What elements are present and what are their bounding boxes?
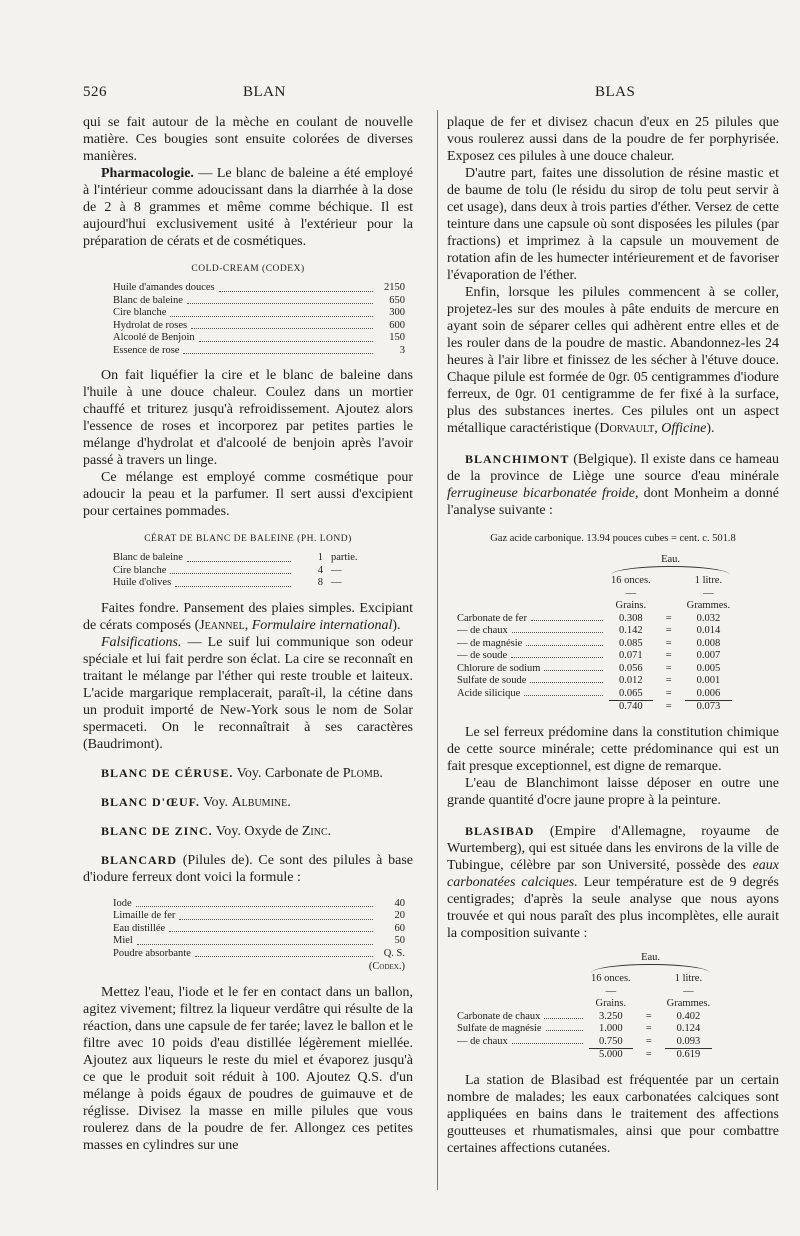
paragraph: D'autre part, faites une dissolution de résine mastic et de baume de tolu (le résidu du sirop de tolu peut servir à cet usage), dans deux à trois parties d'éther. Versez de cette teinture dans une capsule où sont disposées les pilules (par fractions) et imprimez à la capsule un mouvement de rotation afin de les humecter intérieurement et de favoriser l'évaporation de l'éther. <box>447 166 779 283</box>
substance-label: — de chaux <box>457 625 508 636</box>
paragraph: La station de Blasibad est fréquentée par un certain nombre de malades; les eaux carbonatées calciques sont appliquées en bains dans le traitement des affections goutteuses et rhumatismales, ainsi que pour combattre certaines affections cutanées. <box>447 1072 779 1156</box>
equals-sign: = <box>665 637 672 649</box>
leader-dots <box>512 632 603 633</box>
ingredient-name: Cire blanche <box>113 564 167 576</box>
equals-sign: = <box>645 1035 652 1047</box>
equals-sign: = <box>665 675 672 686</box>
recipe-line <box>113 923 405 936</box>
substance-name <box>455 675 609 688</box>
value-grains: 1.000 <box>599 1023 623 1034</box>
leader-dots <box>199 332 373 342</box>
equals-sign: = <box>645 1010 652 1022</box>
ingredient-name: Eau distillée <box>113 922 166 934</box>
value-grammes: 0.008 <box>696 637 721 649</box>
value-grammes: 0.402 <box>676 1010 701 1022</box>
ingredient-quantity: 8 <box>317 577 323 588</box>
substance-label: Sulfate de magnésie <box>457 1023 542 1034</box>
ingredient-quantity: 1 <box>317 552 323 563</box>
table-row <box>455 688 732 701</box>
substance-leader <box>457 650 607 663</box>
ingredient-unit: partie. <box>331 552 358 563</box>
recipe-blancard <box>83 898 413 961</box>
substance-leader <box>457 613 607 626</box>
column-dash: — <box>703 587 714 599</box>
paragraph: Enfin, lorsque les pilules commencent à se coller, projetez-les sur des moules à pâte enduits de mercure en ayant soin de séparer celles qui adhèrent entre elles et de les rouler dans de la poudre de mastic. Abandonnez-les 24 heures à l'air libre et finissez de les sécher à l'étuve douce. Chaque pilule est formée de 0gr. 05 centigrammes d'iodure ferreux, de 0gr. 01 centigramme de fer fixé à la surface, plus des substances inertes. Ces pilules ont un aspect métallique caractéristique (Dorvault, Officine). <box>447 285 779 436</box>
value-grains: 0.065 <box>619 687 643 699</box>
substance-name <box>455 638 609 651</box>
ingredient-name: Alcoolé de Benjoin <box>113 332 195 343</box>
column-dash: — <box>683 985 694 997</box>
value-grammes: 0.124 <box>676 1023 701 1034</box>
substance-name <box>455 1023 589 1036</box>
left-column <box>83 114 413 1154</box>
leader-dots <box>183 345 373 355</box>
value-grammes: 0.032 <box>696 612 721 624</box>
table-row <box>455 1011 712 1024</box>
table-row <box>455 1036 712 1049</box>
value-grains: 0.056 <box>619 662 643 674</box>
paragraph: On fait liquéfier la cire et le blanc de baleine dans l'huile à une douce chaleur. Coulez dans un mortier chauffé et triturez jusqu'à refroidissement. Ajoutez alors l'essence de roses et incorporez par petites parties le mélange d'hydrolat et d'alcoolé de benjoin après l'avoir passé à travers un linge. <box>83 368 413 468</box>
value-grammes: 0.006 <box>696 687 721 699</box>
entry-blanchimont: BLANCHIMONT (Belgique). Il existe dans ce hameau de la province de Liège une source d'eau minérale ferrugineuse bicarbonatée froide, dont Monheim a donné l'analyse suivante : <box>447 452 779 518</box>
table-row <box>455 675 732 688</box>
ingredient-name: Miel <box>113 935 133 946</box>
leader-dots <box>219 282 373 292</box>
substance-name <box>455 1036 589 1049</box>
paragraph: qui se fait autour de la mèche en coulant de nouvelle matière. Ces bougies sont ensuite colorées de diverses manières. <box>83 115 413 164</box>
leader-dots <box>179 910 373 920</box>
paragraph: plaque de fer et divisez chacun d'eux en 25 pilules que vous roulerez aussi dans de la poudre de fer porphyrisée. Exposez ces pilules à une douce chaleur. <box>447 115 779 164</box>
paragraph: Le sel ferreux prédomine dans la constitution chimique de cette source minérale; cette prédominance qui est un fait presque exceptionnel, est digne de remarque. <box>447 724 779 774</box>
column-dash: — <box>605 985 617 997</box>
entry-blasibad: BLASIBAD (Empire d'Allemagne, royaume de Wurtemberg), qui est située dans les environs de la ville de Tubingue, célèbre par son Université, possède des eaux carbonatées calciques. Leur température est de 9 degrés centigrades; d'après la seule analyse que nous ayons trouvée et qui nous paraît des plus incomplètes, elle aurait la composition suivante : <box>447 823 779 941</box>
substance-leader <box>457 688 607 701</box>
table-group-header: Eau. <box>641 951 661 963</box>
ingredient-unit: — <box>331 564 342 576</box>
substance-name <box>455 613 609 626</box>
section-head: Falsifications. <box>101 634 182 650</box>
substance-label: Carbonate de chaux <box>457 1010 541 1022</box>
leader-dots <box>544 1018 583 1019</box>
ingredient-name: Huile d'amandes douces <box>113 282 215 293</box>
equals-sign: = <box>665 650 672 661</box>
recipe-cerat <box>83 552 413 590</box>
running-head-left: BLAN <box>243 84 286 100</box>
unit-header: Grammes. <box>686 600 731 611</box>
table-row <box>455 650 732 663</box>
recipe-line <box>113 282 405 295</box>
value-grains: 0.750 <box>599 1035 623 1047</box>
substance-name <box>455 1011 589 1024</box>
unit-header: Grammes. <box>666 998 711 1009</box>
paragraph: Faites fondre. Pansement des plaies simples. Excipiant de cérats composés (Jeannel, Formulaire international). <box>83 600 413 633</box>
leader-dots <box>546 1030 583 1031</box>
table-caption: Gaz acide carbonique. 13.94 pouces cubes = cent. c. 501.8 <box>490 533 736 544</box>
leader-dots <box>175 577 291 587</box>
ingredient-quantity: 2150 <box>384 282 405 293</box>
ingredient-quantity: 3 <box>399 344 405 356</box>
leader-dots <box>544 670 603 671</box>
paragraph-falsifications: Falsifications. — Le suif lui communique son odeur spéciale et lui fait perdre son éclat. La cire se reconnaît en traitant le mélange par l'éther qui reste trouble et laiteux. L'acide margarique remplacerait, paraît-il, la cétine dans un produit importé de New-York sous le nom de Solar spermaceti. On le reconnaîtrait à ses caractères (Baudrimont). <box>83 634 413 752</box>
value-grains: 0.012 <box>619 675 643 686</box>
value-grammes: 0.005 <box>696 662 721 674</box>
recipe-line <box>113 935 405 948</box>
leader-dots <box>512 1043 583 1044</box>
table-row <box>455 625 732 638</box>
equals-sign: = <box>665 687 672 699</box>
unit-header: Grains. <box>615 600 647 611</box>
analysis-table-blanchimont <box>455 554 732 714</box>
substance-label: — de magnésie <box>457 637 523 649</box>
running-head-right: BLAS <box>595 84 636 100</box>
analysis-table-blasibad <box>455 952 712 1062</box>
paragraph: Mettez l'eau, l'iode et le fer en contact dans un ballon, agitez vivement; filtrez la liqueur verdâtre qui résulte de la réaction, dans une capsule de fer tarée; lavez le ballon et le filtre avec 10 poids d'eau distillée légèrement miellée. Ajoutez aux liqueurs le reste du miel et évaporez jusqu'à ce que le produit soit réduit à 100. Ajoutez Q.S. d'un mélange à poids égaux de poudres de guimauve et de réglisse. Divisez la masse en mille pilules que vous roulerez dans de la poudre de fer. Allongez ces petites masses en cylindres sur une <box>83 984 413 1153</box>
substance-name <box>455 688 609 701</box>
substance-label: Carbonate de fer <box>457 612 527 624</box>
ingredient-name: Essence de rose <box>113 344 180 356</box>
value-grains: 0.085 <box>619 637 643 649</box>
substance-leader <box>457 625 607 638</box>
substance-name <box>455 625 609 638</box>
paragraph-pharmacologie: Pharmacologie. — Le blanc de baleine a été employé à l'intérieur comme adoucissant dans la diarrhée à la dose de 2 à 8 grammes et même comme béchique. Il est aujourd'hui exclusivement usité à l'extérieur pour la préparation de cérats et de cosmétiques. <box>83 166 413 249</box>
equals-sign: = <box>665 662 672 674</box>
recipe-cold-cream <box>83 282 413 357</box>
ingredient-name: Blanc de baleine <box>113 294 183 306</box>
paragraph: Ce mélange est employé comme cosmétique pour adoucir la peau et la parfumer. Il sert aussi d'excipient pour certaines pommades. <box>83 470 413 519</box>
ingredient-name: Poudre absorbante <box>113 947 191 959</box>
ingredient-quantity: 40 <box>394 897 405 909</box>
brace <box>591 964 710 973</box>
right-column <box>447 114 779 1157</box>
recipe-line <box>113 565 383 578</box>
table-row <box>455 613 732 626</box>
entry-blanc-d-oeuf: BLANC D'ŒUF. Voy. Albumine. <box>101 794 291 810</box>
substance-label: Chlorure de sodium <box>457 662 541 674</box>
equals-sign: = <box>665 625 672 636</box>
ingredient-name: Hydrolat de roses <box>113 319 188 331</box>
table-total-row: 0.740 = 0.073 <box>455 701 732 714</box>
substance-name <box>455 650 609 663</box>
leader-dots <box>531 620 603 621</box>
entry-blancard: BLANCARD (Pilules de). Ce sont des pilules à base d'iodure ferreux dont voici la formule : <box>83 852 413 885</box>
leader-dots <box>526 645 603 646</box>
substance-label: Acide silicique <box>457 687 521 699</box>
entry-blanc-de-zinc: BLANC DE ZINC. Voy. Oxyde de Zinc. <box>101 823 332 839</box>
value-grammes: 0.093 <box>676 1035 701 1047</box>
recipe-title: COLD-CREAM (CODEX) <box>191 264 305 274</box>
leader-dots <box>530 682 603 683</box>
ingredient-quantity: 600 <box>389 319 405 331</box>
equals-sign: = <box>665 612 672 624</box>
value-grammes: 0.007 <box>696 650 721 661</box>
ingredient-quantity: 20 <box>394 910 405 921</box>
value-grains: 0.071 <box>619 650 643 661</box>
table-total-row: 5.000 = 0.619 <box>455 1049 712 1062</box>
recipe-line <box>113 910 405 923</box>
value-grains: 0.308 <box>619 612 643 624</box>
ingredient-quantity: 150 <box>389 332 405 343</box>
table-row <box>455 638 732 651</box>
substance-label: Sulfate de soude <box>457 675 527 686</box>
substance-leader <box>457 1036 587 1049</box>
ingredient-quantity: 650 <box>389 294 405 306</box>
recipe-line <box>113 948 405 961</box>
leader-dots <box>524 695 603 696</box>
recipe-line <box>113 898 405 911</box>
column-header: 16 onces. <box>591 973 631 984</box>
brace <box>611 566 730 575</box>
leader-dots <box>187 552 291 562</box>
value-grains: 0.142 <box>619 625 643 636</box>
ingredient-unit: — <box>331 577 342 588</box>
recipe-title: CÉRAT DE BLANC DE BALEINE (PH. LOND) <box>144 534 352 544</box>
equals-sign: = <box>645 1023 652 1034</box>
recipe-source: (Codex.) <box>368 961 405 972</box>
recipe-line <box>113 307 405 320</box>
recipe-line <box>113 552 383 565</box>
unit-header: Grains. <box>595 998 627 1009</box>
substance-leader <box>457 1011 587 1024</box>
leader-dots <box>169 923 373 933</box>
ingredient-quantity: 4 <box>317 564 323 576</box>
leader-dots <box>170 307 373 317</box>
section-head: Pharmacologie. <box>101 166 194 181</box>
table-group-header: Eau. <box>661 553 681 565</box>
column-divider <box>437 110 438 1190</box>
leader-dots <box>511 657 603 658</box>
value-grains: 3.250 <box>599 1010 623 1022</box>
ingredient-name: Iode <box>113 897 132 909</box>
column-header: 1 litre. <box>674 973 703 984</box>
substance-leader <box>457 638 607 651</box>
column-header: 1 litre. <box>694 575 723 586</box>
recipe-line <box>113 295 405 308</box>
leader-dots <box>136 898 373 908</box>
ingredient-name: Huile d'olives <box>113 577 172 588</box>
recipe-line <box>113 320 405 333</box>
ingredient-quantity: 50 <box>394 935 405 946</box>
value-grammes: 0.001 <box>696 675 721 686</box>
leader-dots <box>137 935 373 945</box>
substance-name <box>455 663 609 676</box>
ingredient-name: Cire blanche <box>113 307 167 318</box>
substance-leader <box>457 675 607 688</box>
entry-blanc-de-ceruse: BLANC DE CÉRUSE. Voy. Carbonate de Plomb. <box>101 765 383 781</box>
leader-dots <box>191 320 373 330</box>
leader-dots <box>187 295 373 305</box>
ingredient-quantity: 60 <box>394 922 405 934</box>
leader-dots <box>170 565 291 575</box>
substance-leader <box>457 663 607 676</box>
table-row <box>455 1023 712 1036</box>
recipe-line <box>113 345 405 358</box>
recipe-line <box>113 332 405 345</box>
ingredient-name: Limaille de fer <box>113 910 176 921</box>
ingredient-quantity: Q. S. <box>383 947 405 959</box>
leader-dots <box>195 948 373 958</box>
substance-leader <box>457 1023 587 1036</box>
column-dash: — <box>625 587 637 599</box>
column-header: 16 onces. <box>611 575 651 586</box>
ingredient-quantity: 300 <box>389 307 405 318</box>
page-number: 526 <box>83 84 107 100</box>
paragraph: L'eau de Blanchimont laisse déposer en outre une grande quantité d'ocre jaune propre à la peinture. <box>447 775 779 808</box>
table-row <box>455 663 732 676</box>
substance-label: — de chaux <box>457 1035 508 1047</box>
ingredient-name: Blanc de baleine <box>113 552 183 563</box>
value-grammes: 0.014 <box>696 625 721 636</box>
recipe-line <box>113 577 383 590</box>
substance-label: — de soude <box>457 650 508 661</box>
